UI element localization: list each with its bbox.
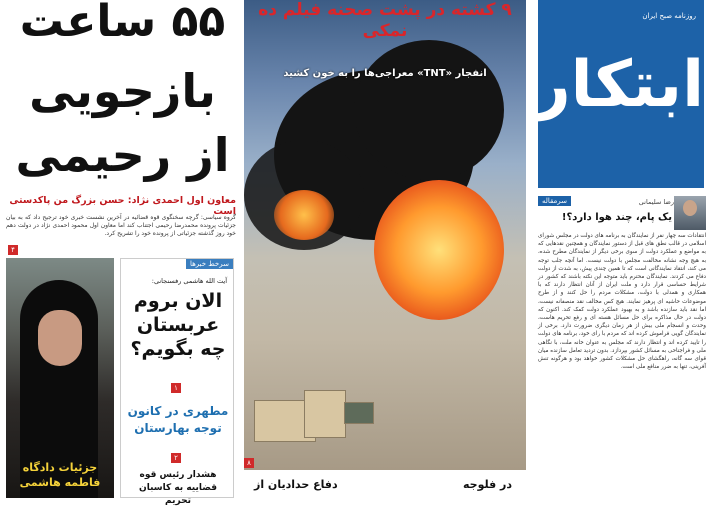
short-news-2-title: مطهری در کانون توجه بهارستان bbox=[127, 404, 229, 435]
center-column bbox=[244, 0, 526, 498]
short-news-3-title: هشدار رئیس قوه قضاییه به کاسبان تحریم bbox=[139, 470, 217, 506]
bottom-news-1: در فلوجه bbox=[463, 478, 512, 491]
subheadline: معاون اول احمدی نژاد: حسن بزرگ من پاکدستی است bbox=[9, 195, 236, 217]
headline-line-2: بازجویی bbox=[29, 64, 216, 118]
photo-face-shape bbox=[38, 310, 82, 366]
masthead-subtitle: روزنامه صبح ایران bbox=[642, 12, 696, 20]
fireball bbox=[374, 180, 504, 320]
short-news-box bbox=[120, 258, 234, 506]
short-news-1-author: آیت الله هاشمی رفسنجانی: bbox=[151, 277, 227, 285]
editorial-title: یک پام، چند هوا دارد؟! bbox=[561, 212, 672, 223]
author-avatar bbox=[674, 196, 706, 230]
short-news-2-page: ۲ bbox=[171, 453, 181, 463]
portrait-photo bbox=[6, 258, 114, 498]
masthead-logo: ابتکار bbox=[533, 48, 704, 122]
short-news-1-page: ۱ bbox=[171, 383, 181, 393]
editorial-author: رضا سلیمانی bbox=[638, 198, 674, 206]
headline-line-3: از رحیمی bbox=[15, 128, 230, 182]
photo-page-number: ۸ bbox=[244, 458, 254, 468]
photo-caption bbox=[6, 460, 114, 490]
fire-flame bbox=[274, 190, 334, 240]
explosion-photo bbox=[244, 0, 526, 470]
photo-caption-line-1: جزئیات دادگاه bbox=[22, 461, 98, 474]
right-column bbox=[530, 0, 712, 498]
short-news-1-title: الان بروم عربستان چه بگویم؟ bbox=[130, 290, 226, 360]
tent-shape bbox=[304, 390, 346, 438]
short-news-label: سرخط خبرها bbox=[186, 259, 233, 269]
photo-headline: ۹ کشته در پشت صحنه فیلم ده نمکی bbox=[258, 0, 512, 41]
editorial-body: انتقادات سه چهار نفر از نمایندگان به برنامه های دولت در مجلس شورای اسلامی در قالب نطق های قبل از دستور نمایندگان و همچنین نقدهایی که به مواضع و عملکرد دولت از سوی برخی دیگر از نمایندگان مطرح شده، به هیچ وجه نشانه مخالفت مجلس با دولت نیست. اما آنچه جلب توجه می کند، انتقاد نمایندگانی است که تا همین چندی پیش، به شدت از دولت دفاع می کردند. نمایندگان محترم باید متوجه این نکته باشند که کشور در شرایط حساسی قرار دارد و ملت ایران از آنان انتظار دارند که با همکاری و همدلی با دولت، مشکلات مردم را حل کنند و از طرح موضوعات حاشیه ای پرهیز نمایند. هیچ کس مخالف نقد منصفانه نیست، اما نقد باید سازنده باشد و به بهبود عملکرد دولت کمک کند. اکنون که دولت در حال مذاکره برای حل مسائل هسته ای و رفع تحریم هاست، وحدت و انسجام ملی بیش از هر زمان دیگری ضرورت دارد. برخی از نمایندگان گویی فراموش کرده اند که مردم با رای خود، برنامه های دولت را تایید کرده اند و انتظار دارند که مجلس به عنوان خانه ملت، با نگاهی ملی و فراجناحی به مسائل کشور بپردازد. بدون تردید تعامل سازنده میان قوای سه گانه، راهگشای حل مشکلات کشور خواهد بود و هرگونه تنش آفرینی، تنها به ضرر منافع ملی است. bbox=[538, 233, 706, 371]
lead-page-number: ۴ bbox=[8, 245, 18, 255]
avatar-head-shape bbox=[683, 200, 697, 216]
vehicle-shape bbox=[344, 402, 374, 424]
left-column bbox=[0, 0, 240, 506]
photo-caption-line-2: فاطمه هاشمی bbox=[19, 476, 101, 489]
headline-line-1: ۵۵ ساعت bbox=[19, 0, 226, 47]
bottom-news-strip bbox=[244, 472, 526, 498]
smoke-cloud bbox=[354, 40, 504, 180]
bottom-news-2: دفاع حدادیان از bbox=[254, 478, 338, 491]
lead-text: گروه سیاسی: گرچه سخنگوی قوه قضائیه در آخرین نشست خبری خود ترجیح داد که به بیان جزئیات پرونده محمدرضا رحیمی اجتناب کند اما معاون اول محمود احمدی نژاد در دولت دهم خود روز گذشته جزئیاتی از پرونده خود را تشریح کرد. bbox=[6, 214, 236, 237]
masthead bbox=[533, 0, 704, 188]
photo-subheadline: انفجار «TNT» معراجی‌ها را به خون کشید bbox=[283, 68, 487, 79]
editorial-label: سرمقاله bbox=[538, 196, 571, 206]
